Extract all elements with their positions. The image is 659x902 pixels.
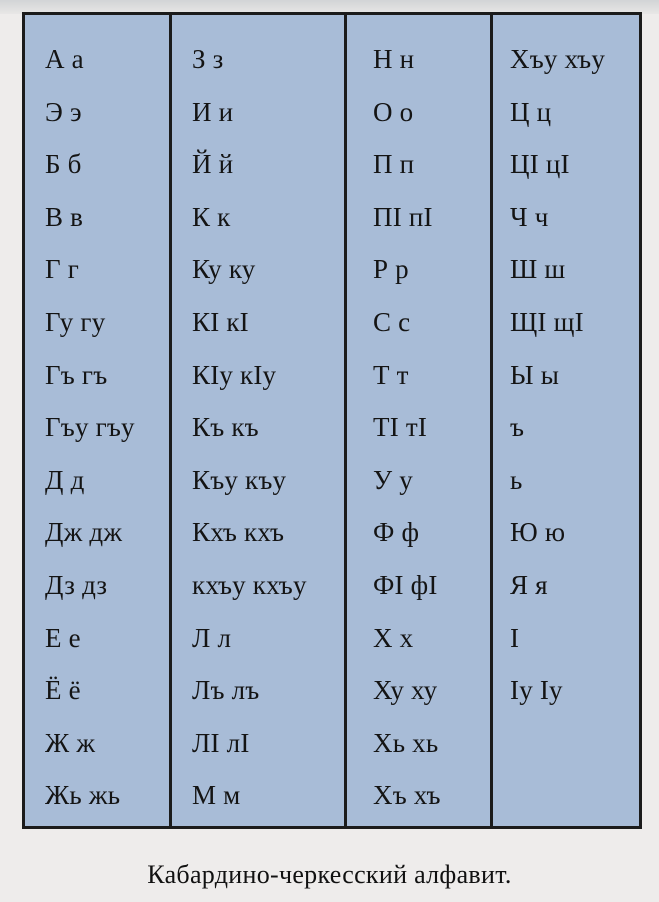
alphabet-letter: Ш ш [510, 254, 566, 285]
alphabet-letter: Ф ф [373, 517, 420, 548]
alphabet-table [22, 12, 642, 829]
alphabet-letter: С с [373, 307, 411, 337]
alphabet-letter: Ч ч [510, 201, 549, 232]
alphabet-column-2 [169, 15, 344, 826]
alphabet-letter: Ку ку [192, 254, 256, 285]
alphabet-letter: Й й [192, 149, 234, 180]
alphabet-letter: Iу Iу [510, 675, 563, 706]
alphabet-letter: Дз дз [45, 570, 108, 600]
alphabet-letter: Хъу хъу [510, 44, 606, 74]
alphabet-column-3 [344, 15, 490, 826]
alphabet-letter: I [510, 622, 520, 653]
alphabet-letter: КI кI [192, 307, 249, 337]
alphabet-letter: КIу кIу [192, 359, 277, 390]
alphabet-letter: ПI пI [373, 201, 433, 232]
alphabet-letter: В в [45, 201, 84, 232]
alphabet-letter: Т т [373, 359, 409, 390]
alphabet-letter: М м [192, 780, 241, 811]
alphabet-letter: П п [373, 149, 415, 180]
alphabet-letter: Г г [45, 254, 80, 285]
alphabet-letter: Кхъ кхъ [192, 517, 285, 548]
alphabet-letter: Э э [45, 96, 82, 127]
alphabet-letter: З з [192, 44, 224, 74]
alphabet-letter: ъ [510, 412, 525, 443]
alphabet-letter: Ю ю [510, 517, 566, 548]
alphabet-letter: У у [373, 464, 413, 495]
alphabet-letter: Д д [45, 464, 85, 495]
alphabet-letter: ЛI лI [192, 727, 250, 758]
alphabet-letter: Гъ гъ [45, 359, 108, 390]
alphabet-letter: А а [45, 44, 84, 74]
alphabet-caption: Кабардино-черкесский алфавит. [147, 860, 512, 889]
alphabet-letter: ФI фI [373, 570, 438, 600]
alphabet-letter: Е е [45, 622, 81, 653]
alphabet-letter: Ж ж [45, 727, 96, 758]
alphabet-letter: Лъ лъ [192, 675, 260, 706]
alphabet-letter: Гу гу [45, 307, 106, 337]
alphabet-column-1 [25, 15, 169, 826]
alphabet-letter: Жь жь [45, 780, 121, 811]
alphabet-letter: Х х [373, 622, 414, 653]
alphabet-letter: Л л [192, 622, 232, 653]
alphabet-letter: О о [373, 96, 414, 127]
alphabet-letter: Р р [373, 254, 409, 285]
alphabet-letter: Хь хь [373, 727, 439, 758]
alphabet-letter: Ху ху [373, 675, 438, 706]
alphabet-letter: Ц ц [510, 96, 552, 127]
alphabet-letter: Къ къ [192, 412, 259, 443]
alphabet-letter: Я я [510, 570, 548, 600]
alphabet-letter: ЩI щI [510, 307, 584, 337]
alphabet-letter: Н н [373, 44, 415, 74]
alphabet-column-4 [490, 15, 639, 826]
alphabet-letter: Гъу гъу [45, 412, 135, 443]
alphabet-letter: Б б [45, 149, 82, 180]
alphabet-letter: Ё ё [45, 675, 81, 706]
alphabet-letter: Хъ хъ [373, 780, 441, 811]
alphabet-letter: К к [192, 201, 231, 232]
alphabet-letter: Ы ы [510, 359, 560, 390]
alphabet-letter: Дж дж [45, 517, 123, 548]
alphabet-letter: кхъу кхъу [192, 570, 307, 600]
alphabet-letter: И и [192, 96, 234, 127]
alphabet-letter: Къу къу [192, 464, 287, 495]
alphabet-letter: ь [510, 464, 523, 495]
alphabet-letter: ЦI цI [510, 149, 570, 180]
alphabet-letter: ТI тI [373, 412, 428, 443]
